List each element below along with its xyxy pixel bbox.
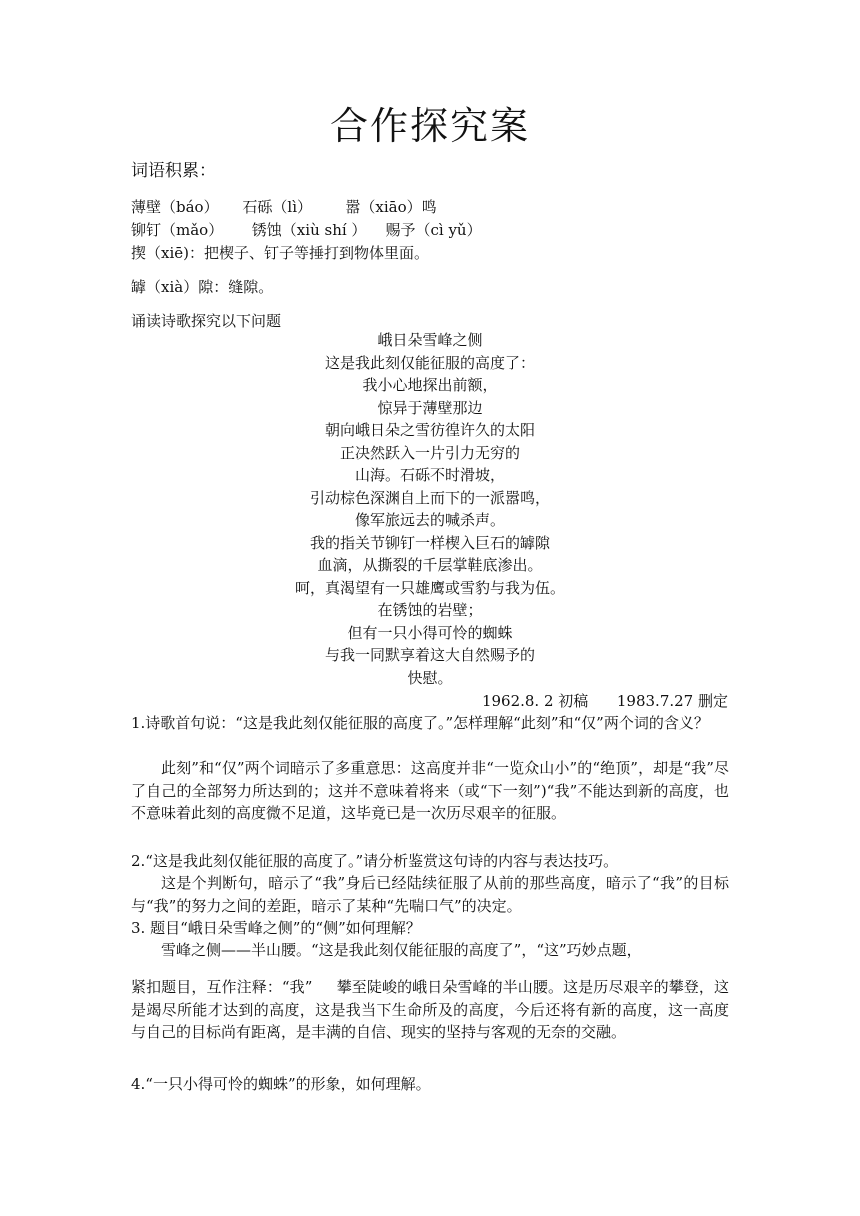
poem-line: 引动棕色深渊自上而下的一派嚣鸣， [309,488,550,507]
vocab-row-1: 薄壁（báo） 石砾（lì） 嚣（xiāo）鸣 [131,198,437,216]
reading-prompt: 诵读诗歌探究以下问题 [131,312,282,330]
poem-line: 但有一只小得可怜的蜘蛛 [347,623,513,642]
poem-dates: 1962.8. 2 初稿 1983.7.27 删定 [481,692,728,710]
poem-line: 血滴，从撕裂的千层掌鞋底渗出。 [317,556,543,574]
question-2: 2.“这是我此刻仅能征服的高度了。”请分析鉴赏这句诗的内容与表达技巧。 [131,852,619,870]
vocab-row-3: 揳（xiē)：把楔子、钉子等捶打到物体里面。 [131,244,429,262]
answer-2: 这是个判断句，暗示了“我”身后已经陆续征服了从前的那些高度，暗示了“我”的目标与“我”的努力之间的差距，暗示了某种“先喘口气”的决定。 [131,874,729,915]
poem-line: 与我一同默享着这大自然赐予的 [324,646,535,664]
question-3: 3. 题目“峨日朵雪峰之侧”的“侧”如何理解？ [131,919,421,937]
poem-line: 快慰。 [407,668,453,687]
answer-3-continued: 紧扣题目，互作注释：“我” 攀至陡峻的峨日朵雪峰的半山腰。这是历尽艰辛的攀登，这是竭尽所能才达到的高度，这是我当下生命所及的高度，今后还将有新的高度，这一高度与自己的目标尚有距离，是丰满的自信、现实的坚持与客观的无奈的交融。 [131,978,729,1041]
poem-title: 峨日朵雪峰之侧 [377,331,483,349]
vocab-row-4: 罅（xià）隙：缝隙。 [131,278,274,296]
poem-line: 呵，真渴望有一只雄鹰或雪豹与我为伍。 [294,578,565,597]
vocab-heading: 词语积累： [131,161,216,181]
poem-line: 像军旅远去的喊杀声。 [354,511,505,529]
poem-line: 这是我此刻仅能征服的高度了： [324,353,535,372]
answer-3-first-line: 雪峰之侧——半山腰。“这是我此刻仅能征服的高度了”，“这”巧妙点题， [161,941,642,959]
question-1: 1.诗歌首句说：“这是我此刻仅能征服的高度了。”怎样理解“此刻”和“仅”两个词的含义？ [131,714,709,732]
poem-line: 山海。石砾不时滑坡， [354,466,505,484]
vocab-row-2: 铆钉（mǎo） 锈蚀（xiù shí ） 赐予（cì yǔ） [131,221,482,239]
poem-line: 我小心地探出前额， [362,376,498,394]
question-4: 4.“一只小得可怜的蜘蛛”的形象，如何理解。 [131,1075,431,1093]
poem [270,329,590,689]
poem-line: 朝向峨日朵之雪彷徨许久的太阳 [324,421,535,439]
poem-line: 我的指关节铆钉一样楔入巨石的罅隙 [309,533,550,552]
poem-line: 正决然跃入一片引力无穷的 [339,443,520,462]
answer-1: 此刻”和“仅”两个词暗示了多重意思：这高度并非“一览众山小”的“绝顶”，却是“我”尽了自己的全部努力所达到的；这并不意味着将来（或“下一刻”)“我”不能达到新的高度，也不意味着此刻的高度微不足道，这毕竟已是一次历尽艰辛的征服。 [131,759,729,822]
page-title: 合作探究案 [329,104,530,148]
poem-line: 惊异于薄壁那边 [377,398,483,417]
poem-line: 在锈蚀的岩壁； [377,601,483,619]
